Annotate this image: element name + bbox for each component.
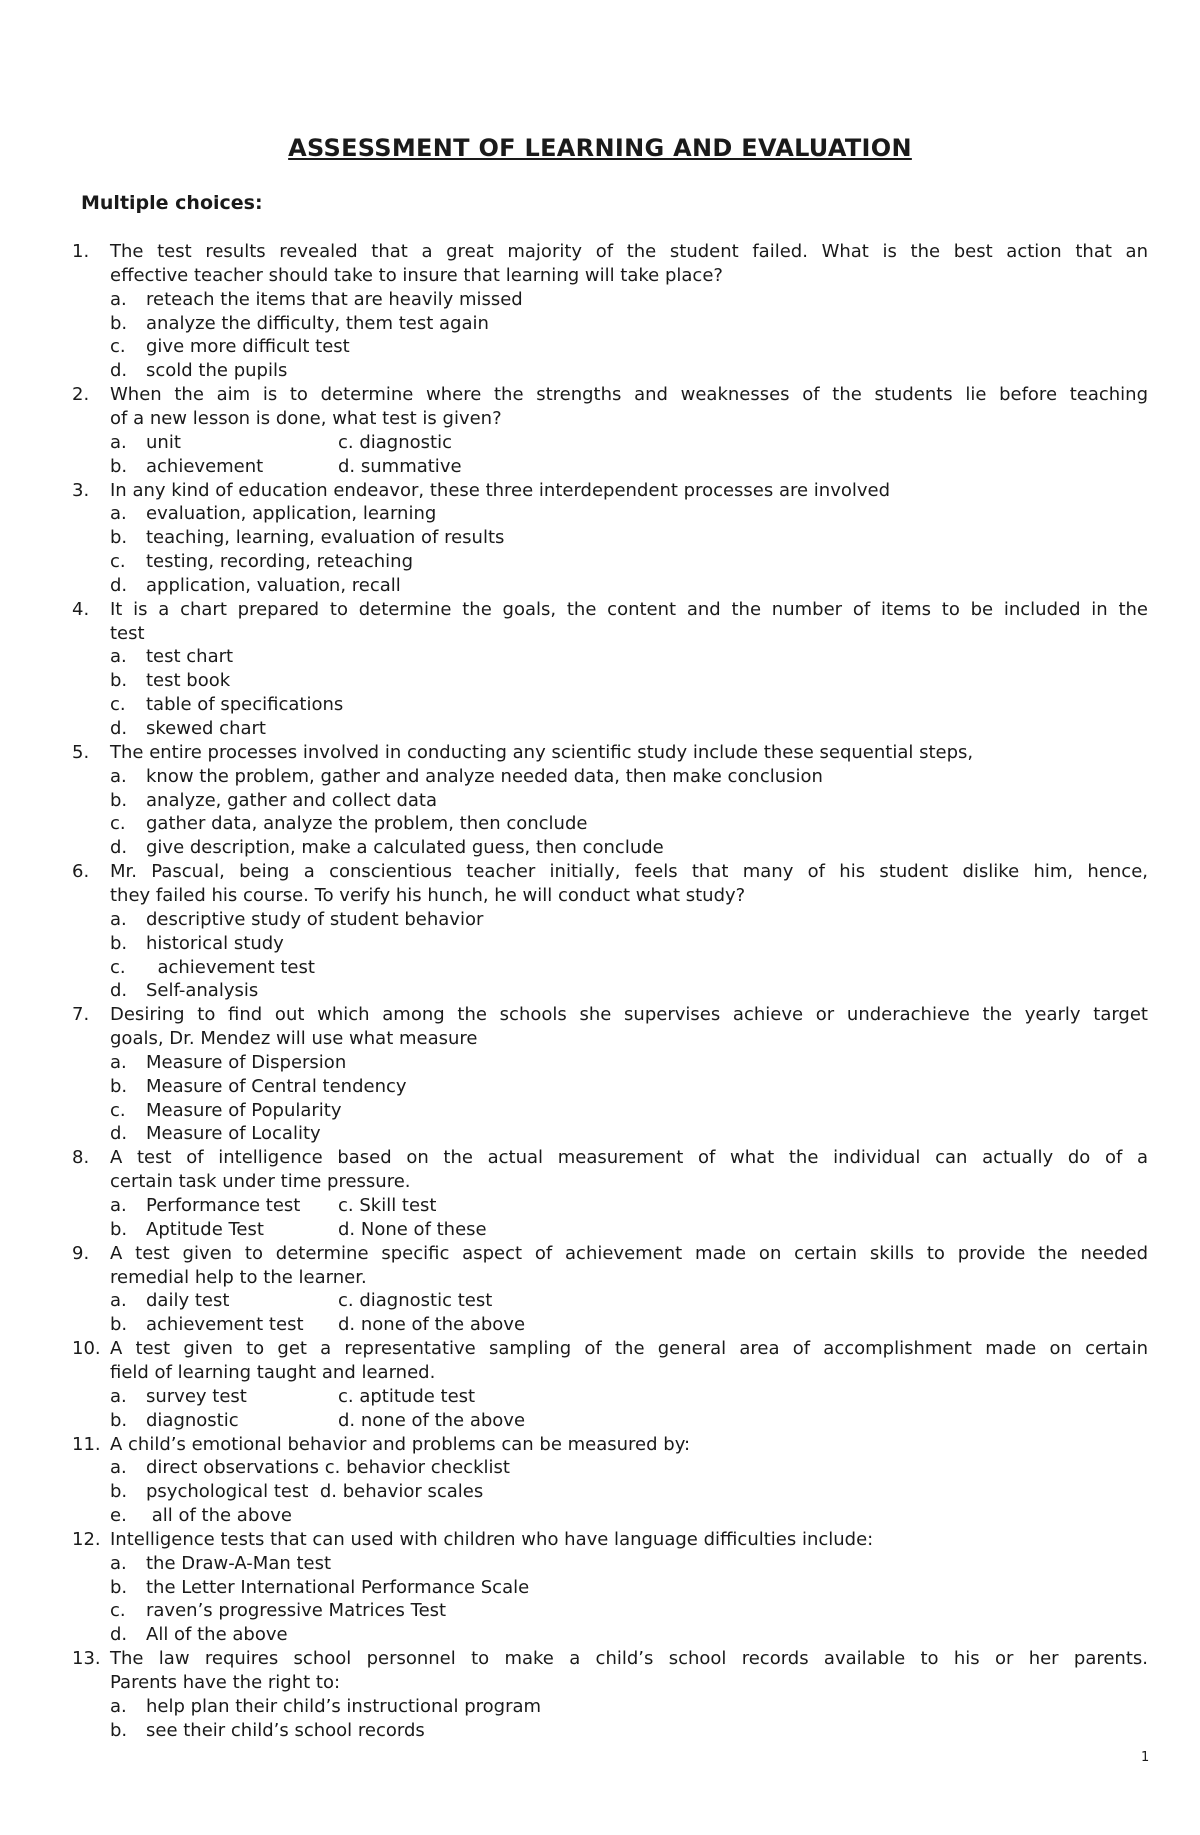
option-letter: a. [110,1385,127,1407]
answer-option [0,1480,1200,1504]
answer-option [0,1719,1200,1743]
question-line [0,264,1200,288]
question-text: field of learning taught and learned. [110,1361,436,1383]
question-number: 12. [72,1528,101,1550]
question-number: 9. [72,1242,90,1264]
option-letter: b. [110,1314,128,1336]
answer-option [0,1552,1200,1576]
answer-option [0,526,1200,550]
question-text: A test of intelligence based on the actual measurement of what the individual can actually do of a [110,1147,1148,1169]
document-title: ASSESSMENT OF LEARNING AND EVALUATION [288,134,912,162]
question-line [0,860,1200,884]
option-text: achievement test [146,956,315,978]
option-letter: e. [110,1505,127,1527]
option-text: teaching, learning, evaluation of results [146,527,505,549]
section-heading: Multiple choices: [81,192,263,214]
question-text: test [110,622,145,644]
answer-option [0,1075,1200,1099]
answer-option [0,335,1200,359]
question-text: A test given to determine specific aspect of achievement made on certain skills to provide the needed [110,1242,1148,1264]
option-letter: d. [110,574,128,596]
answer-option [0,1695,1200,1719]
option-text: scold the pupils [146,360,288,382]
option-text: historical study [146,932,284,954]
question-number: 5. [72,741,90,763]
question-line [0,1170,1200,1194]
option-text: raven’s progressive Matrices Test [146,1600,447,1622]
option-text: test book [146,670,231,692]
answer-option [0,455,1200,479]
question-text: Desiring to find out which among the schools she supervises achieve or underachieve the yearly target [110,1004,1148,1026]
option-text: evaluation, application, learning [146,503,437,525]
option-text: survey test [146,1385,247,1407]
question-line [0,479,1200,503]
option-letter: d. [110,837,128,859]
option-text-second: c. diagnostic [338,431,452,453]
answer-option [0,765,1200,789]
option-letter: b. [110,1075,128,1097]
question-text: certain task under time pressure. [110,1171,411,1193]
answer-option [0,812,1200,836]
question-text: A child’s emotional behavior and problems can be measured by: [110,1433,691,1455]
answer-option [0,359,1200,383]
option-text-second: c. aptitude test [338,1385,476,1407]
question-line [0,598,1200,622]
page-number: 1 [1141,1750,1150,1765]
option-letter: a. [110,431,127,453]
question-text: Parents have the right to: [110,1672,341,1693]
option-text: All of the above [146,1624,288,1646]
question-number: 4. [72,598,90,620]
option-letter: a. [110,503,127,525]
option-text: Measure of Locality [146,1123,321,1145]
question-line [0,1671,1200,1695]
option-letter: a. [110,1051,127,1073]
question-line [0,240,1200,264]
option-text: analyze the difficulty, them test again [146,312,489,334]
option-letter: b. [110,789,128,811]
option-letter: a. [110,908,127,930]
option-text-second: c. Skill test [338,1195,437,1216]
option-letter: a. [110,1457,127,1479]
question-line [0,407,1200,431]
option-text: test chart [146,646,234,668]
option-text: Performance test [146,1195,301,1216]
answer-option [0,312,1200,336]
question-line [0,1647,1200,1671]
option-text: diagnostic [146,1409,239,1431]
option-letter: d. [110,360,128,382]
answer-option [0,836,1200,860]
question-line [0,1361,1200,1385]
question-line [0,383,1200,407]
option-letter: a. [110,288,127,310]
option-letter: a. [110,1695,127,1717]
option-text: the Draw-A-Man test [146,1552,332,1574]
option-text: see their child’s school records [146,1719,425,1741]
question-line [0,1266,1200,1290]
question-line [0,1242,1200,1266]
answer-option [0,1099,1200,1123]
option-letter: b. [110,670,128,692]
option-text: gather data, analyze the problem, then conclude [146,813,588,835]
answer-option [0,1289,1200,1313]
option-letter: b. [110,312,128,334]
question-text: Mr. Pascual, being a conscientious teacher initially, feels that many of his student dislike him, hence, [110,861,1148,883]
option-text-second: d. none of the above [338,1409,526,1431]
question-line [0,884,1200,908]
option-text: Measure of Dispersion [146,1051,347,1073]
option-text: the Letter International Performance Scale [146,1576,530,1598]
question-text: The entire processes involved in conducting any scientific study include these sequential steps, [110,741,974,763]
answer-option [0,1409,1200,1433]
answer-option [0,908,1200,932]
answer-option [0,645,1200,669]
option-letter: d. [110,1123,128,1145]
option-letter: d. [110,980,128,1002]
option-text: know the problem, gather and analyze needed data, then make conclusion [146,765,823,787]
answer-option [0,550,1200,574]
question-text: they failed his course. To verify his hunch, he will conduct what study? [110,884,746,906]
question-text: goals, Dr. Mendez will use what measure [110,1028,478,1050]
option-letter: c. [110,336,126,358]
question-text: A test given to get a representative sampling of the general area of accomplishment made on certain [110,1338,1148,1360]
answer-option [0,693,1200,717]
answer-option [0,669,1200,693]
option-letter: c. [110,1099,126,1121]
option-letter: c. [110,956,126,978]
answer-option [0,789,1200,813]
question-line [0,1528,1200,1552]
option-text-second: d. summative [338,455,462,477]
option-text: descriptive study of student behavior [146,908,484,930]
option-text: achievement test [146,1314,304,1336]
question-text: Intelligence tests that can used with children who have language difficulties include: [110,1528,874,1550]
question-number: 10. [72,1338,101,1360]
question-number: 1. [72,241,90,262]
option-letter: a. [110,1195,127,1216]
question-text: remedial help to the learner. [110,1266,367,1288]
question-line [0,1003,1200,1027]
answer-option [0,574,1200,598]
option-text: all of the above [146,1505,293,1527]
option-letter: b. [110,1218,128,1240]
option-letter: b. [110,527,128,549]
answer-option [0,288,1200,312]
option-text: Self-analysis [146,980,259,1002]
option-text: Measure of Popularity [146,1099,342,1121]
question-number: 6. [72,861,90,883]
question-text: The law requires school personnel to make a child’s school records available to his or her parents. [110,1648,1148,1670]
option-letter: b. [110,455,128,477]
answer-option [0,1194,1200,1218]
option-letter: b. [110,932,128,954]
option-letter: b. [110,1409,128,1431]
question-text: When the aim is to determine where the strengths and weaknesses of the students lie before teaching [110,384,1148,406]
answer-option [0,1623,1200,1647]
answer-option [0,502,1200,526]
answer-option [0,717,1200,741]
question-text: In any kind of education endeavor, these three interdependent processes are involved [110,479,891,501]
question-line [0,1146,1200,1170]
question-number: 2. [72,384,90,406]
option-letter: a. [110,646,127,668]
option-letter: c. [110,694,126,716]
answer-option [0,956,1200,980]
question-number: 11. [72,1433,101,1455]
question-line [0,1337,1200,1361]
option-letter: c. [110,813,126,835]
option-text: analyze, gather and collect data [146,789,437,811]
answer-option [0,1051,1200,1075]
option-text: direct observations c. behavior checklist [146,1457,510,1479]
option-text: give more difficult test [146,336,350,358]
option-text: achievement [146,455,264,477]
option-letter: c. [110,551,126,573]
option-text: Measure of Central tendency [146,1075,407,1097]
option-letter: b. [110,1576,128,1598]
question-text: of a new lesson is done, what test is given? [110,407,502,429]
answer-option [0,1576,1200,1600]
question-number: 13. [72,1648,101,1670]
option-text: psychological test d. behavior scales [146,1481,484,1503]
option-text: testing, recording, reteaching [146,551,414,573]
option-text: unit [146,431,181,453]
option-text: Aptitude Test [146,1218,264,1240]
option-letter: b. [110,1719,128,1741]
option-text-second: d. None of these [338,1218,487,1240]
option-letter: c. [110,1600,126,1622]
answer-option [0,1504,1200,1528]
option-text: skewed chart [146,718,266,739]
answer-option [0,1122,1200,1146]
option-letter: a. [110,765,127,787]
answer-option [0,1385,1200,1409]
question-text: It is a chart prepared to determine the goals, the content and the number of items to be included in the [110,598,1148,620]
question-number: 7. [72,1004,90,1026]
question-number: 3. [72,479,90,501]
option-text-second: d. none of the above [338,1314,526,1336]
option-letter: a. [110,1290,127,1312]
option-text: daily test [146,1290,230,1312]
option-text-second: c. diagnostic test [338,1290,493,1312]
question-text: effective teacher should take to insure that learning will take place? [110,264,723,286]
option-text: reteach the items that are heavily missed [146,288,523,310]
answer-option [0,1599,1200,1623]
option-letter: d. [110,718,128,739]
answer-option [0,431,1200,455]
option-text: application, valuation, recall [146,574,401,596]
answer-option [0,932,1200,956]
question-line [0,622,1200,646]
answer-option [0,1313,1200,1337]
question-text: The test results revealed that a great majority of the student failed. What is the best action that an [110,241,1148,262]
option-letter: b. [110,1481,128,1503]
answer-option [0,1456,1200,1480]
question-line [0,741,1200,765]
option-text: table of specifications [146,694,344,716]
option-text: help plan their child’s instructional program [146,1695,542,1717]
option-text: give description, make a calculated guess, then conclude [146,837,664,859]
answer-option [0,979,1200,1003]
question-number: 8. [72,1147,90,1169]
answer-option [0,1218,1200,1242]
option-letter: d. [110,1624,128,1646]
question-line [0,1433,1200,1457]
option-letter: a. [110,1552,127,1574]
question-line [0,1027,1200,1051]
